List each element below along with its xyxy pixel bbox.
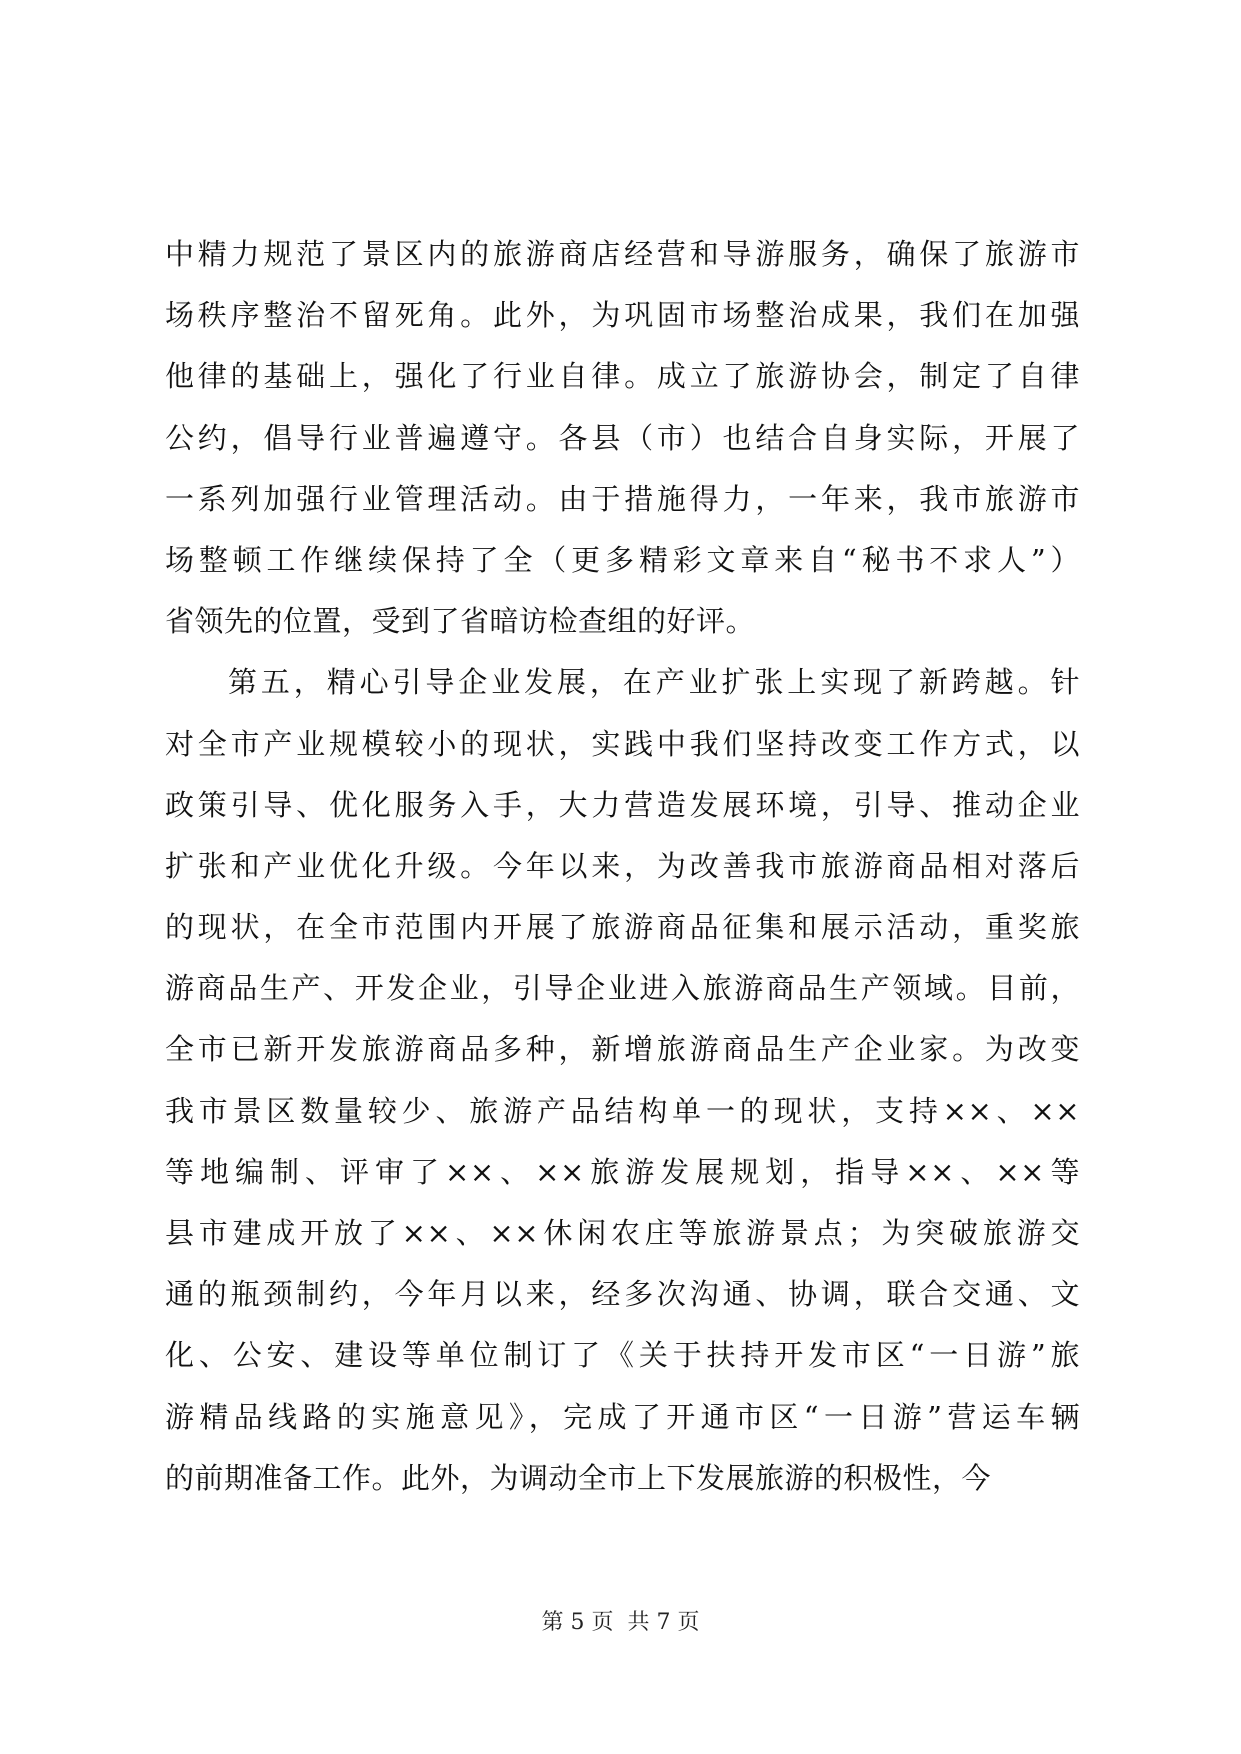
page-number-current: 第 5 页	[541, 1610, 614, 1635]
text-line: 游商品生产、开发企业，引导企业进入旅游商品生产领域。目前，	[165, 971, 1080, 1006]
text-line: 场整顿工作继续保持了全（更多精彩文章来自“秘书不求人”）	[165, 542, 1080, 577]
page-number-total: 共 7 页	[627, 1610, 700, 1635]
body-text	[165, 224, 1080, 1509]
text-line: 政策引导、优化服务入手，大力营造发展环境，引导、推动企业	[165, 787, 1080, 822]
text-line: 化、公安、建设等单位制订了《关于扶持开发市区“一日游”旅	[165, 1338, 1080, 1373]
text-line: 县市建成开放了××、××休闲农庄等旅游景点；为突破旅游交	[165, 1216, 1080, 1250]
text-line: 扩张和产业优化升级。今年以来，为改善我市旅游商品相对落后	[165, 848, 1080, 883]
paragraph	[165, 224, 1080, 652]
text-line: 省领先的位置，受到了省暗访检查组的好评。	[165, 604, 756, 639]
text-line: 全市已新开发旅游商品多种，新增旅游商品生产企业家。为改变	[165, 1032, 1080, 1067]
text-line: 第五，精心引导企业发展，在产业扩张上实现了新跨越。针	[228, 665, 1080, 700]
text-line: 等地编制、评审了××、××旅游发展规划，指导××、××等	[165, 1154, 1080, 1189]
paragraph	[165, 652, 1080, 1509]
text-line: 一系列加强行业管理活动。由于措施得力，一年来，我市旅游市	[165, 481, 1080, 516]
text-line: 他律的基础上，强化了行业自律。成立了旅游协会，制定了自律	[165, 359, 1080, 394]
text-line: 对全市产业规模较小的现状，实践中我们坚持改变工作方式，以	[165, 726, 1080, 761]
text-line: 的现状，在全市范围内开展了旅游商品征集和展示活动，重奖旅	[165, 910, 1080, 945]
text-line: 中精力规范了景区内的旅游商店经营和导游服务，确保了旅游市	[165, 237, 1080, 271]
text-line: 场秩序整治不留死角。此外，为巩固市场整治成果，我们在加强	[165, 298, 1080, 333]
page-footer	[0, 1608, 1241, 1638]
text-line: 游精品线路的实施意见》，完成了开通市区“一日游”营运车辆	[165, 1399, 1080, 1434]
text-line: 通的瓶颈制约，今年月以来，经多次沟通、协调，联合交通、文	[165, 1277, 1080, 1312]
text-line: 我市景区数量较少、旅游产品结构单一的现状，支持××、××	[165, 1093, 1080, 1128]
text-line: 公约，倡导行业普遍遵守。各县（市）也结合自身实际，开展了	[165, 420, 1080, 455]
text-line: 的前期准备工作。此外，为调动全市上下发展旅游的积极性，今	[165, 1460, 992, 1495]
